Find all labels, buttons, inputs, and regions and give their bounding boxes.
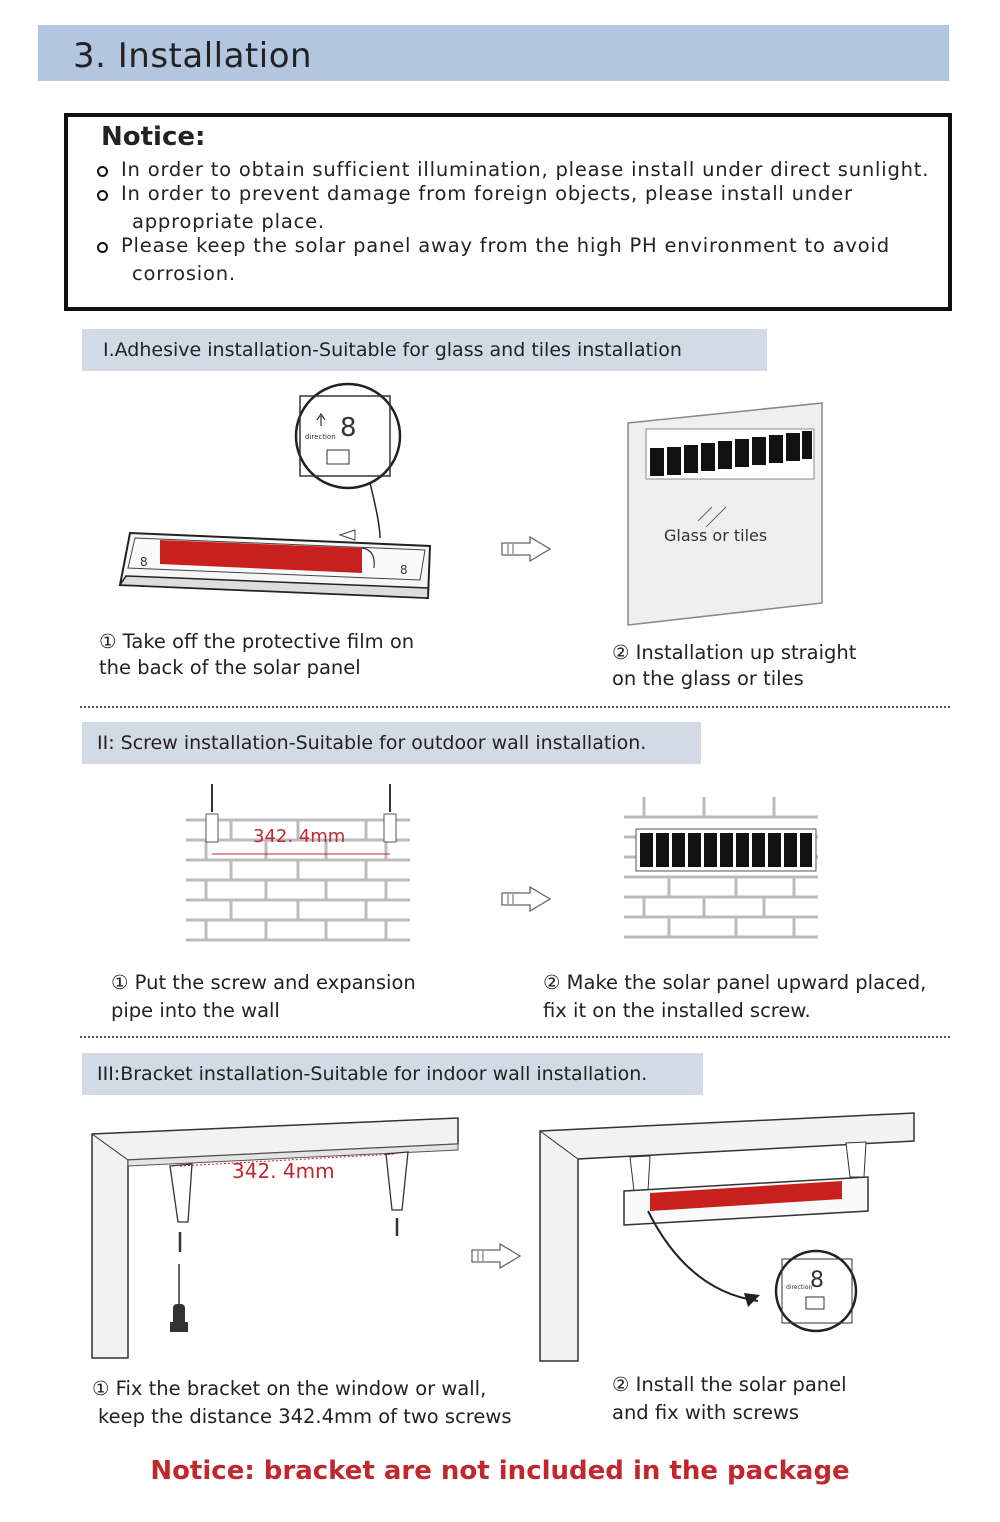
direction-label: direction — [305, 433, 336, 441]
next-arrow-icon — [500, 886, 552, 912]
s1-step2-line1: ② Installation up straight — [612, 641, 857, 664]
bullet-icon — [97, 166, 108, 177]
glass-label: Glass or tiles — [664, 526, 768, 545]
page-title: 3. Installation — [73, 36, 313, 76]
svg-text:8: 8 — [400, 563, 408, 577]
s3-step1-line1: ① Fix the bracket on the window or wall, — [92, 1377, 487, 1400]
svg-text:8: 8 — [340, 413, 357, 443]
s2-step2-line2: fix it on the installed screw. — [543, 999, 811, 1022]
notice-heading: Notice: — [101, 122, 206, 152]
next-arrow-icon — [470, 1243, 522, 1269]
s3-measure-label: 342. 4mm — [232, 1159, 335, 1183]
direction-label: direction — [786, 1284, 813, 1291]
glass-tile-illustration — [626, 403, 826, 628]
notice-item-2-line-1: In order to prevent damage from foreign objects, please install under — [121, 182, 853, 205]
notice-item-1: In order to obtain sufficient illumination, please install under direct sunlight. — [121, 158, 930, 181]
s2-step1-line1: ① Put the screw and expansion — [111, 971, 416, 994]
notice-item-2-line-2: appropriate place. — [132, 210, 325, 233]
s2-step1-line2: pipe into the wall — [111, 999, 280, 1022]
next-arrow-icon — [500, 536, 552, 562]
bullet-icon — [97, 242, 108, 253]
s2-measure-label: 342. 4mm — [253, 826, 346, 847]
notice-item-3-line-2: corrosion. — [132, 262, 236, 285]
s3-step2-line2: and fix with screws — [612, 1401, 800, 1424]
bullet-icon — [97, 190, 108, 201]
s3-step1-line2: keep the distance 342.4mm of two screws — [98, 1405, 512, 1428]
bracket-fix-illustration — [90, 1114, 462, 1364]
footer-notice: Notice: bracket are not included in the package — [150, 1456, 850, 1486]
notice-item-3-line-1: Please keep the solar panel away from the high PH environment to avoid — [121, 234, 890, 257]
s1-step1-line2: the back of the solar panel — [99, 656, 361, 679]
svg-text:8: 8 — [140, 555, 148, 569]
brick-wall-panel-illustration — [624, 797, 820, 957]
bracket-panel-illustration — [538, 1111, 918, 1363]
s1-step2-line2: on the glass or tiles — [612, 667, 804, 690]
section-1-heading: Ⅰ.Adhesive installation-Suitable for glass and tiles installation — [103, 339, 682, 361]
s3-step2-line1: ② Install the solar panel — [612, 1373, 847, 1396]
svg-text:8: 8 — [810, 1268, 824, 1293]
section-3-heading: III:Bracket installation-Suitable for indoor wall installation. — [97, 1063, 648, 1085]
panel-film-illustration — [100, 388, 440, 613]
section-2-heading: II: Screw installation-Suitable for outdoor wall installation. — [97, 732, 647, 754]
divider — [80, 1036, 950, 1038]
brick-wall-screws-illustration — [186, 782, 412, 957]
s1-step1-line1: ① Take off the protective film on — [99, 630, 415, 653]
s2-step2-line1: ② Make the solar panel upward placed, — [543, 971, 927, 994]
divider — [80, 706, 950, 708]
